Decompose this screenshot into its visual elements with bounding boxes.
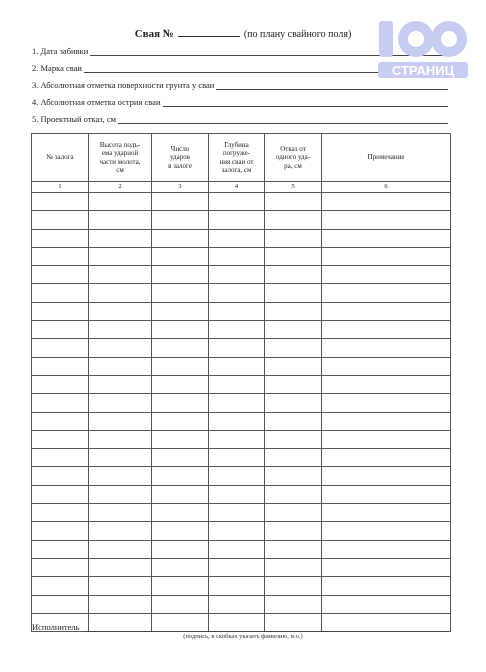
table-cell[interactable] — [209, 558, 265, 576]
table-cell[interactable] — [152, 193, 209, 211]
table-cell[interactable] — [209, 357, 265, 375]
fill-line — [163, 98, 449, 107]
logo-100-stranits — [376, 16, 470, 82]
col-header-note: Примечание — [322, 134, 451, 182]
table-cell[interactable] — [89, 284, 152, 302]
table-cell[interactable] — [322, 504, 451, 522]
table-cell[interactable] — [209, 394, 265, 412]
table-cell[interactable] — [209, 467, 265, 485]
table-cell[interactable] — [89, 394, 152, 412]
table-cell[interactable] — [265, 430, 322, 448]
table-cell[interactable] — [32, 302, 89, 320]
field-label: 3. Абсолютная отметка поверхности грунта у сваи — [32, 80, 215, 90]
table-cell[interactable] — [152, 558, 209, 576]
table-cell[interactable] — [265, 193, 322, 211]
table-cell[interactable] — [32, 321, 89, 339]
table-cell[interactable] — [209, 430, 265, 448]
table-cell[interactable] — [32, 577, 89, 595]
table-cell[interactable] — [209, 321, 265, 339]
col-header-blow-count: Число ударов в залоге — [152, 134, 209, 182]
table-cell[interactable] — [209, 540, 265, 558]
table-cell[interactable] — [209, 284, 265, 302]
table-cell[interactable] — [265, 540, 322, 558]
field-tip-elevation[interactable] — [32, 96, 448, 107]
table-cell[interactable] — [89, 430, 152, 448]
table-cell[interactable] — [265, 284, 322, 302]
table-row — [32, 504, 451, 522]
table-cell[interactable] — [32, 357, 89, 375]
title-suffix: (по плану свайного поля) — [243, 29, 352, 40]
table-cell[interactable] — [265, 266, 322, 284]
pile-number-blank[interactable] — [178, 28, 240, 37]
table-cell[interactable] — [152, 595, 209, 613]
table-cell[interactable] — [152, 394, 209, 412]
table-cell[interactable] — [265, 412, 322, 430]
table-cell[interactable] — [32, 284, 89, 302]
column-number: 5 — [265, 182, 322, 193]
table-cell[interactable] — [322, 357, 451, 375]
table-cell[interactable] — [322, 485, 451, 503]
table-cell[interactable] — [322, 577, 451, 595]
table-cell[interactable] — [265, 302, 322, 320]
table-cell[interactable] — [32, 193, 89, 211]
table-cell[interactable] — [89, 540, 152, 558]
table-cell[interactable] — [152, 284, 209, 302]
table-cell[interactable] — [32, 339, 89, 357]
table-cell[interactable] — [322, 540, 451, 558]
executor-label: Исполнитель — [32, 622, 80, 632]
table-cell[interactable] — [265, 229, 322, 247]
table-cell[interactable] — [32, 211, 89, 229]
table-cell[interactable] — [209, 522, 265, 540]
table-cell[interactable] — [322, 229, 451, 247]
table-row — [32, 266, 451, 284]
table-cell[interactable] — [209, 193, 265, 211]
table-cell[interactable] — [265, 522, 322, 540]
table-row — [32, 540, 451, 558]
table-cell[interactable] — [89, 321, 152, 339]
table-cell[interactable] — [322, 522, 451, 540]
table-cell[interactable] — [89, 375, 152, 393]
table-row — [32, 339, 451, 357]
table-cell[interactable] — [89, 339, 152, 357]
table-cell[interactable] — [89, 247, 152, 265]
table-cell[interactable] — [152, 266, 209, 284]
table-cell[interactable] — [152, 211, 209, 229]
table-row — [32, 485, 451, 503]
table-cell[interactable] — [32, 504, 89, 522]
executor-field[interactable] — [32, 622, 448, 632]
table-cell[interactable] — [209, 302, 265, 320]
table-cell[interactable] — [32, 449, 89, 467]
table-row — [32, 595, 451, 613]
table-cell[interactable] — [32, 412, 89, 430]
column-number: 3 — [152, 182, 209, 193]
column-number: 1 — [32, 182, 89, 193]
table-row — [32, 284, 451, 302]
table-cell[interactable] — [152, 449, 209, 467]
table-cell[interactable] — [265, 449, 322, 467]
col-header-hammer-height: Высота подъ- ема ударной части молота, см — [89, 134, 152, 182]
table-cell[interactable] — [32, 247, 89, 265]
table-cell[interactable] — [89, 193, 152, 211]
table-cell[interactable] — [32, 540, 89, 558]
table-row — [32, 449, 451, 467]
table-cell[interactable] — [89, 558, 152, 576]
column-number: 2 — [89, 182, 152, 193]
table-cell[interactable] — [152, 412, 209, 430]
table-cell[interactable] — [32, 430, 89, 448]
table-cell[interactable] — [89, 522, 152, 540]
table-cell[interactable] — [209, 412, 265, 430]
table-cell[interactable] — [89, 412, 152, 430]
table-cell[interactable] — [322, 247, 451, 265]
table-row — [32, 193, 451, 211]
table-cell[interactable] — [152, 357, 209, 375]
col-header-series-number: № залога — [32, 134, 89, 182]
table-cell[interactable] — [32, 558, 89, 576]
table-cell[interactable] — [322, 595, 451, 613]
table-cell[interactable] — [152, 522, 209, 540]
signature-line — [84, 623, 448, 632]
signature-hint: (подпись, в скобках указать фамилию, и.о.) — [183, 633, 303, 640]
table-cell[interactable] — [152, 430, 209, 448]
table-cell[interactable] — [265, 394, 322, 412]
table-row — [32, 321, 451, 339]
table-cell[interactable] — [209, 339, 265, 357]
table-cell[interactable] — [89, 211, 152, 229]
table-cell[interactable] — [322, 302, 451, 320]
table-cell[interactable] — [265, 321, 322, 339]
table-row — [32, 412, 451, 430]
table-cell[interactable] — [152, 229, 209, 247]
table-cell[interactable] — [209, 485, 265, 503]
table-cell[interactable] — [32, 522, 89, 540]
col-header-penetration-depth: Глубина погруже- ния сваи от залога, см — [209, 134, 265, 182]
table-cell[interactable] — [152, 485, 209, 503]
table-cell[interactable] — [32, 375, 89, 393]
field-design-refusal[interactable] — [32, 113, 448, 124]
table-cell[interactable] — [152, 540, 209, 558]
table-row — [32, 357, 451, 375]
table-cell[interactable] — [322, 321, 451, 339]
table-cell[interactable] — [322, 430, 451, 448]
table-cell[interactable] — [32, 595, 89, 613]
table-row — [32, 302, 451, 320]
col-header-refusal-per-blow: Отказ от одного уда- ра, см — [265, 134, 322, 182]
table-cell[interactable] — [322, 266, 451, 284]
logo-word: СТРАНИЦ — [391, 63, 455, 78]
table-cell[interactable] — [89, 467, 152, 485]
table-cell[interactable] — [265, 558, 322, 576]
table-cell[interactable] — [152, 577, 209, 595]
table-row — [32, 247, 451, 265]
field-label: 1. Дата забивки — [32, 46, 89, 56]
table-cell[interactable] — [209, 229, 265, 247]
table-cell[interactable] — [265, 247, 322, 265]
table-cell[interactable] — [89, 357, 152, 375]
table-cell[interactable] — [209, 504, 265, 522]
table-cell[interactable] — [322, 394, 451, 412]
table-cell[interactable] — [89, 504, 152, 522]
table-cell[interactable] — [322, 193, 451, 211]
table-cell[interactable] — [322, 412, 451, 430]
table-row — [32, 211, 451, 229]
table-cell[interactable] — [322, 284, 451, 302]
field-label: 4. Абсолютная отметка острия сваи — [32, 97, 161, 107]
table-row — [32, 558, 451, 576]
table-cell[interactable] — [89, 266, 152, 284]
table-cell[interactable] — [32, 266, 89, 284]
table-cell[interactable] — [89, 485, 152, 503]
title-pile-number: Свая № — [134, 28, 174, 40]
table-cell[interactable] — [89, 449, 152, 467]
table-cell[interactable] — [89, 577, 152, 595]
column-number: 6 — [322, 182, 451, 193]
table-cell[interactable] — [32, 485, 89, 503]
table-cell[interactable] — [322, 211, 451, 229]
table-cell[interactable] — [209, 211, 265, 229]
table-header-row — [32, 134, 451, 182]
table-row — [32, 375, 451, 393]
table-cell[interactable] — [265, 467, 322, 485]
table-cell[interactable] — [265, 211, 322, 229]
table-cell[interactable] — [265, 357, 322, 375]
field-label: 2. Марка сваи — [32, 63, 82, 73]
table-cell[interactable] — [322, 375, 451, 393]
table-cell[interactable] — [32, 467, 89, 485]
table-row — [32, 577, 451, 595]
table-cell[interactable] — [89, 229, 152, 247]
table-cell[interactable] — [32, 229, 89, 247]
table-cell[interactable] — [322, 467, 451, 485]
table-cell[interactable] — [152, 339, 209, 357]
table-cell[interactable] — [209, 375, 265, 393]
table-cell[interactable] — [265, 595, 322, 613]
column-number: 4 — [209, 182, 265, 193]
table-cell[interactable] — [152, 321, 209, 339]
table-cell[interactable] — [209, 595, 265, 613]
table-cell[interactable] — [32, 394, 89, 412]
table-row — [32, 522, 451, 540]
table-cell[interactable] — [265, 375, 322, 393]
table-cell[interactable] — [322, 449, 451, 467]
table-cell[interactable] — [265, 504, 322, 522]
table-cell[interactable] — [89, 302, 152, 320]
table-cell[interactable] — [89, 595, 152, 613]
table-cell[interactable] — [209, 449, 265, 467]
table-cell[interactable] — [265, 577, 322, 595]
driving-log-table — [31, 133, 451, 632]
table-cell[interactable] — [265, 485, 322, 503]
table-cell[interactable] — [152, 247, 209, 265]
table-cell[interactable] — [209, 577, 265, 595]
column-number-row — [32, 182, 451, 193]
table-row — [32, 394, 451, 412]
table-row — [32, 229, 451, 247]
table-row — [32, 467, 451, 485]
table-cell[interactable] — [152, 504, 209, 522]
table-cell[interactable] — [322, 558, 451, 576]
table-cell[interactable] — [322, 339, 451, 357]
table-cell[interactable] — [209, 247, 265, 265]
table-cell[interactable] — [265, 339, 322, 357]
table-cell[interactable] — [152, 375, 209, 393]
table-cell[interactable] — [209, 266, 265, 284]
table-cell[interactable] — [152, 467, 209, 485]
fill-line — [118, 115, 448, 124]
field-label: 5. Проектный отказ, см — [32, 114, 117, 124]
fill-line — [216, 81, 448, 90]
table-row — [32, 430, 451, 448]
table-cell[interactable] — [152, 302, 209, 320]
